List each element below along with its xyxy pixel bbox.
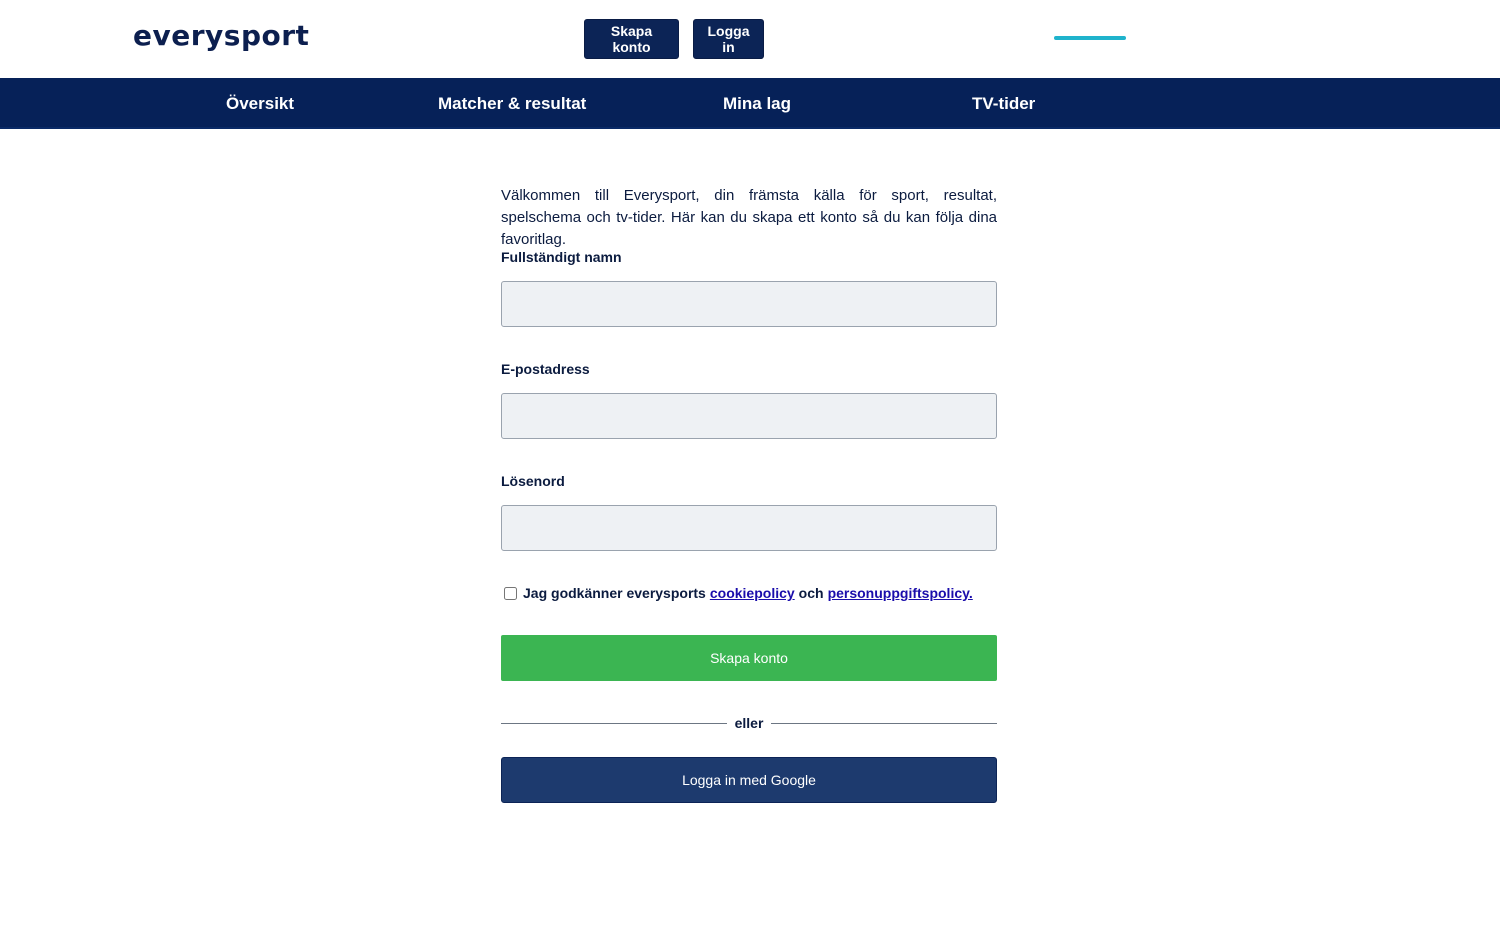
or-divider: [501, 713, 997, 733]
nav-item-oversikt[interactable]: Översikt: [226, 94, 295, 113]
full-name-input[interactable]: [501, 281, 997, 327]
main-navigation: [0, 78, 1500, 129]
email-label: E-postadress: [501, 361, 590, 377]
consent-checkbox[interactable]: [504, 587, 517, 600]
header-login-button[interactable]: Logga in: [693, 19, 764, 59]
divider-line-right: [771, 723, 997, 724]
consent-and-text: och: [798, 585, 824, 601]
password-label: Lösenord: [501, 473, 565, 489]
nav-item-matcher-resultat[interactable]: Matcher & resultat: [438, 94, 587, 113]
consent-text: Jag godkänner everysports: [523, 585, 706, 601]
signup-form: [501, 185, 997, 788]
intro-text: Välkommen till Everysport, din främsta källa för sport, resultat, spelschema och tv-tider. Här kan du skapa ett konto så du kan följa dina favoritlag.: [501, 187, 997, 248]
divider-line-left: [501, 723, 727, 724]
header-create-account-button[interactable]: Skapa konto: [584, 19, 679, 59]
google-login-button[interactable]: Logga in med Google: [501, 757, 997, 803]
nav-item-mina-lag[interactable]: Mina lag: [723, 94, 792, 113]
site-header: [0, 0, 1500, 79]
create-account-button[interactable]: Skapa konto: [501, 635, 997, 681]
password-input[interactable]: [501, 505, 997, 551]
divider-text: eller: [734, 715, 764, 731]
everysport-logo[interactable]: everysport: [133, 19, 310, 52]
header-accent-line: [1054, 36, 1126, 40]
full-name-label: Fullständigt namn: [501, 249, 622, 265]
email-input[interactable]: [501, 393, 997, 439]
consent-row: [504, 585, 977, 601]
cookie-policy-link[interactable]: cookiepolicy: [709, 585, 795, 601]
nav-item-tv-tider[interactable]: TV-tider: [972, 94, 1036, 113]
privacy-policy-link[interactable]: personuppgiftspolicy.: [827, 585, 973, 601]
